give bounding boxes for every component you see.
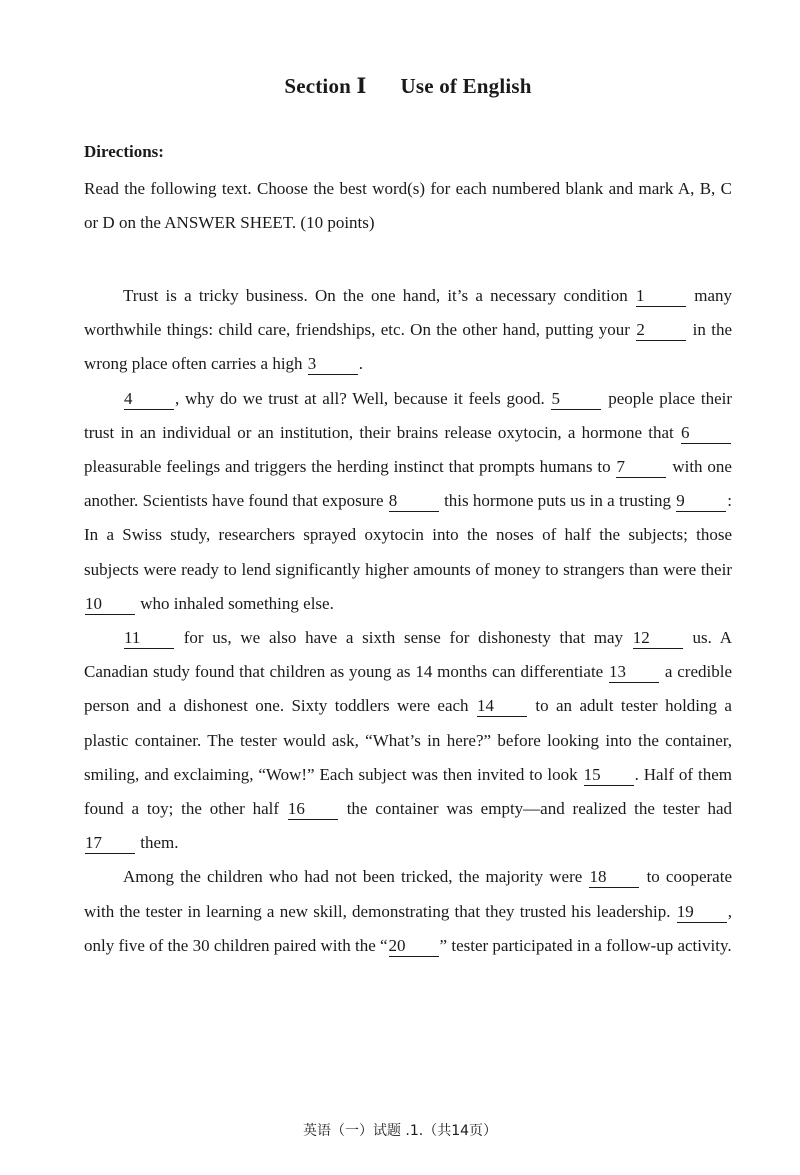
passage-text: .: [358, 354, 364, 374]
cloze-blank-15: 15: [584, 765, 634, 786]
cloze-blank-7: 7: [616, 457, 666, 478]
cloze-blank-11: 11: [124, 628, 174, 649]
cloze-blank-20: 20: [389, 936, 439, 957]
passage-text: with one another. Scientists have found that exposure: [84, 457, 732, 511]
passage-text: Trust is a tricky business. On the one hand, it’s a necessary condition: [123, 286, 635, 305]
passage-paragraph: [84, 621, 732, 860]
passage-text: . Half of them found a toy; the other half: [84, 764, 733, 819]
passage-text: , why do we trust at all? Well, because it feels good.: [175, 388, 551, 408]
passage-text: us. A Canadian study found that children as young as 14 months can differentiate: [84, 628, 732, 682]
cloze-blank-18: 18: [589, 867, 639, 888]
passage-text: many worthwhile things: child care, friendships, etc. On the other hand, putting your: [84, 286, 732, 340]
cloze-blank-19: 19: [677, 902, 727, 923]
passage-text: in the wrong place often carries a high: [84, 320, 732, 374]
section-number: Section Ⅰ: [284, 74, 367, 98]
passage-text: who inhaled something else.: [136, 593, 334, 613]
passage-text: people place their trust in an individual or an institution, their brains release oxytocin, a hormone that: [84, 388, 732, 442]
cloze-blank-6: 6: [681, 423, 731, 444]
cloze-blank-17: 17: [85, 833, 135, 854]
directions-text: Read the following text. Choose the best word(s) for each numbered blank and mark A, B, C or D on the ANSWER SHEET. (10 points): [84, 179, 732, 232]
cloze-blank-12: 12: [633, 628, 683, 649]
section-name: Use of English: [400, 74, 532, 98]
cloze-blank-5: 5: [551, 389, 601, 410]
passage-text: , only five of the 30 children paired with the “: [84, 901, 732, 955]
passage-text: pleasurable feelings and triggers the herding instinct that prompts humans to: [84, 457, 616, 477]
passage-paragraph: [84, 382, 732, 621]
cloze-blank-16: 16: [288, 799, 338, 820]
passage-paragraph: [84, 860, 732, 963]
passage-text: the container was empty—and realized the tester had: [338, 799, 732, 819]
cloze-blank-4: 4: [124, 389, 174, 410]
passage-text: : In a Swiss study, researchers sprayed oxytocin into the noses of half the subjects; those subjects were ready to lend significantly higher amounts of money to strangers than were their: [84, 491, 732, 579]
cloze-blank-1: 1: [636, 286, 686, 307]
passage-text: a credible person and a dishonest one. Sixty toddlers were each: [84, 662, 732, 716]
directions-label: Directions:: [84, 142, 164, 161]
cloze-blank-10: 10: [85, 594, 135, 615]
cloze-blank-9: 9: [676, 491, 726, 512]
cloze-blank-13: 13: [609, 662, 659, 683]
passage-text: ” tester participated in a follow-up activity.: [439, 935, 732, 955]
cloze-blank-8: 8: [389, 491, 439, 512]
passage-text: this hormone puts us in a trusting: [439, 491, 676, 511]
section-title: [84, 68, 732, 104]
page-footer: 英语（一）试题 .1.（共14页）: [302, 1123, 498, 1139]
exam-page: [84, 68, 732, 963]
cloze-passage: [84, 279, 732, 963]
cloze-blank-3: 3: [308, 354, 358, 375]
cloze-blank-14: 14: [477, 696, 527, 717]
passage-text: them.: [136, 833, 179, 853]
passage-text: to an adult tester holding a plastic container. The tester would ask, “What’s in here?” before looking into the container, smiling, and exclaiming, “Wow!” Each subject was then invited to look: [84, 696, 732, 784]
cloze-blank-2: 2: [636, 320, 686, 341]
passage-text: for us, we also have a sixth sense for dishonesty that may: [175, 628, 632, 648]
passage-text: Among the children who had not been tricked, the majority were: [123, 867, 589, 887]
passage-paragraph: [84, 279, 732, 382]
passage-text: to cooperate with the tester in learning a new skill, demonstrating that they trusted his leadership.: [84, 867, 732, 921]
